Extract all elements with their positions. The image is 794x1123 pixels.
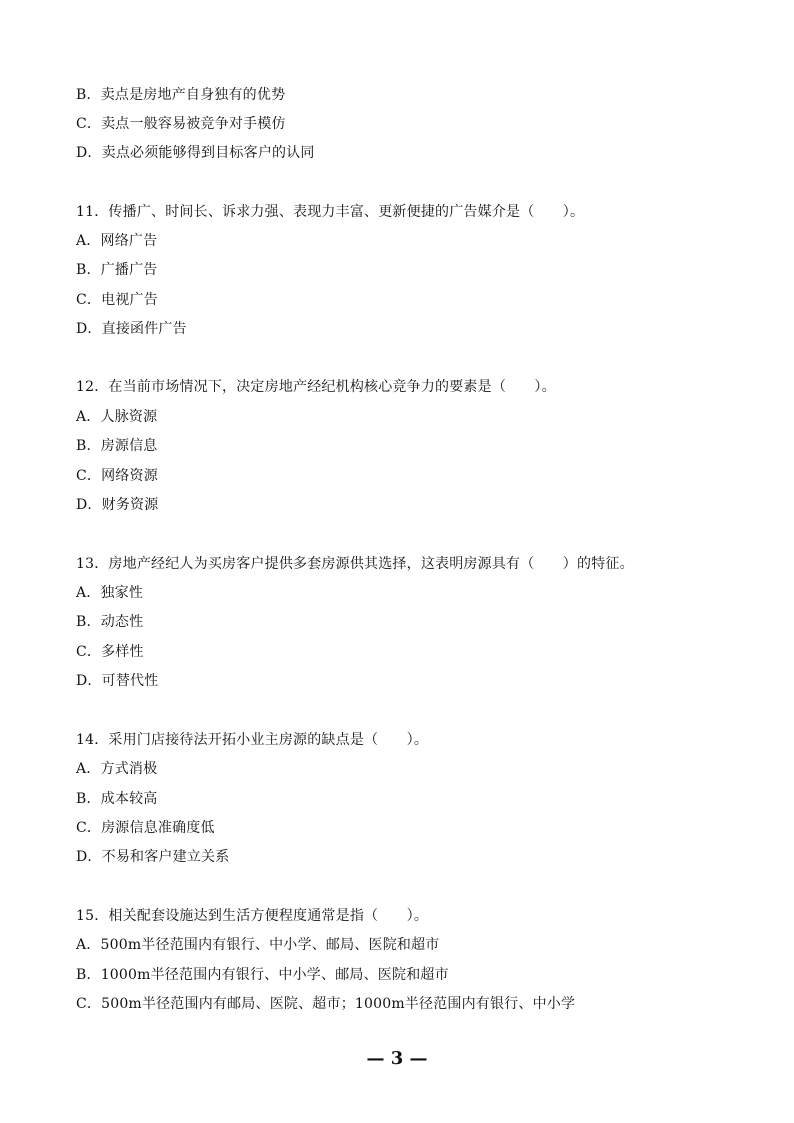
question-15-option-c: C．500m半径范围内有邮局、医院、超市；1000m半径范围内有银行、中小学 bbox=[76, 996, 576, 1012]
question-13-option-b: B．动态性 bbox=[76, 614, 144, 630]
question-14-stem: 14．采用门店接待法开拓小业主房源的缺点是（ ）。 bbox=[76, 732, 429, 748]
option-d: D．卖点必须能够得到目标客户的认同 bbox=[76, 145, 315, 161]
question-11-option-a: A．网络广告 bbox=[76, 233, 158, 249]
page-number: — 3 — bbox=[366, 1048, 428, 1069]
question-14-option-c: C．房源信息准确度低 bbox=[76, 820, 215, 836]
question-11-option-d: D．直接函件广告 bbox=[76, 321, 187, 337]
question-12-stem: 12．在当前市场情况下，决定房地产经纪机构核心竞争力的要素是（ ）。 bbox=[76, 379, 556, 395]
question-13-option-d: D．可替代性 bbox=[76, 673, 159, 689]
question-12-option-b: B．房源信息 bbox=[76, 438, 158, 454]
question-14-option-b: B．成本较高 bbox=[76, 791, 158, 807]
question-11-option-c: C．电视广告 bbox=[76, 292, 158, 308]
question-13-option-a: A．独家性 bbox=[76, 585, 144, 601]
question-14-option-a: A．方式消极 bbox=[76, 761, 158, 777]
option-c: C．卖点一般容易被竞争对手模仿 bbox=[76, 116, 286, 132]
question-14-option-d: D．不易和客户建立关系 bbox=[76, 849, 230, 865]
question-12-option-a: A．人脉资源 bbox=[76, 409, 158, 425]
question-13-option-c: C．多样性 bbox=[76, 644, 144, 660]
question-11-option-b: B．广播广告 bbox=[76, 262, 158, 278]
question-15-option-a: A．500m半径范围内有银行、中小学、邮局、医院和超市 bbox=[76, 937, 440, 953]
question-11-stem: 11．传播广、时间长、诉求力强、表现力丰富、更新便捷的广告媒介是（ ）。 bbox=[76, 204, 585, 220]
question-15-option-b: B．1000m半径范围内有银行、中小学、邮局、医院和超市 bbox=[76, 967, 449, 983]
question-12-option-c: C．网络资源 bbox=[76, 468, 158, 484]
question-12-option-d: D．财务资源 bbox=[76, 497, 159, 513]
option-b: B．卖点是房地产自身独有的优势 bbox=[76, 87, 286, 103]
question-15-stem: 15．相关配套设施达到生活方便程度通常是指（ ）。 bbox=[76, 908, 429, 924]
question-13-stem: 13．房地产经纪人为买房客户提供多套房源供其选择，这表明房源具有（ ）的特征。 bbox=[76, 556, 634, 572]
